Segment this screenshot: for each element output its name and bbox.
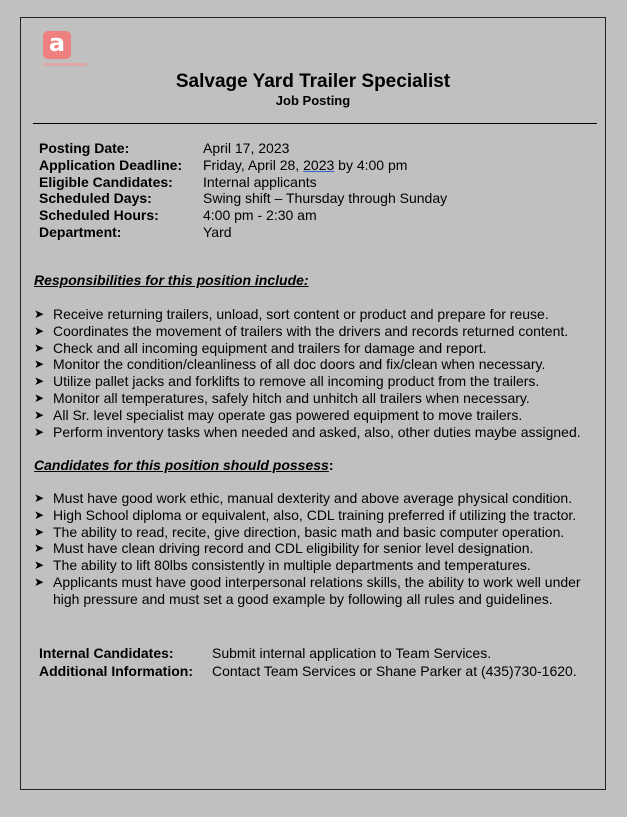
arrow-bullet-icon: ➤: [34, 340, 45, 355]
detail-row: [39, 207, 447, 224]
list-item-text: Monitor the condition/cleanliness of all doc doors and fix/clean when necessary.: [53, 356, 546, 373]
detail-label: Posting Date:: [39, 140, 130, 156]
qualifications-list: [33, 490, 603, 608]
list-item: [33, 540, 603, 557]
arrow-bullet-icon: ➤: [34, 424, 45, 439]
list-item-text: The ability to read, recite, give direction, basic math and basic computer operation.: [53, 523, 565, 540]
list-item-text: Receive returning trailers, unload, sort content or product and prepare for reuse.: [53, 306, 549, 322]
arrow-bullet-icon: ➤: [34, 307, 45, 321]
arrow-bullet-icon: ➤: [34, 390, 45, 405]
responsibilities-heading-text: Responsibilities for this position include:: [34, 272, 309, 288]
arrow-bullet-icon: ➤: [34, 357, 45, 372]
responsibilities-list: [33, 306, 603, 440]
list-item: [33, 557, 603, 574]
deadline-text: Friday, April 28,: [203, 156, 304, 173]
header-divider: [33, 123, 597, 124]
page-subtitle: Job Posting: [275, 93, 351, 108]
detail-label: Scheduled Days:: [39, 190, 152, 207]
detail-row: [39, 190, 447, 207]
arrow-bullet-icon: ➤: [34, 374, 45, 389]
list-item: [33, 373, 603, 390]
list-item-text: Perform inventory tasks when needed and asked, also, other duties maybe assigned.: [53, 423, 581, 440]
arrow-bullet-icon: ➤: [34, 541, 45, 556]
list-item-text: Check and all incoming equipment and trailers for damage and report.: [53, 339, 487, 356]
list-item-text: The ability to lift 80lbs consistently in multiple departments and temperatures.: [53, 557, 531, 574]
detail-label: Department:: [39, 223, 122, 240]
deadline-year: 2023: [303, 156, 335, 173]
logo-letter: a: [48, 29, 66, 57]
detail-row: [39, 157, 447, 174]
list-item: [33, 356, 603, 373]
list-item: [33, 407, 603, 424]
detail-label: Scheduled Hours:: [39, 207, 159, 224]
detail-row: [39, 174, 447, 191]
list-item: [33, 507, 603, 524]
logo-icon: [43, 31, 71, 59]
list-item-text: Utilize pallet jacks and forklifts to remove all incoming product from the trailers.: [53, 373, 540, 390]
detail-value: April 17, 2023: [203, 140, 290, 156]
logo-tagline-mark: [43, 63, 87, 66]
list-item-text: Applicants must have good interpersonal relations skills, the ability to work well under high pressure and must set a good example by following all rules and guidelines.: [53, 573, 581, 607]
detail-value: 4:00 pm - 2:30 am: [203, 207, 317, 224]
detail-row: [39, 140, 447, 157]
arrow-bullet-icon: ➤: [34, 558, 45, 573]
detail-label: Application Deadline:: [39, 156, 183, 173]
list-item: [33, 524, 603, 541]
list-item: [33, 340, 603, 357]
qualifications-heading-text: Candidates for this position should possess: [34, 457, 329, 473]
footer-row: [39, 644, 577, 662]
footer-label: Internal Candidates:: [39, 645, 174, 661]
page-title: Salvage Yard Trailer Specialist: [175, 71, 451, 92]
footer-value: Contact Team Services or Shane Parker at (435)730-1620.: [212, 663, 577, 679]
list-item-text: Must have good work ethic, manual dexterity and above average physical condition.: [53, 490, 573, 506]
arrow-bullet-icon: ➤: [34, 491, 45, 505]
list-item-text: Coordinates the movement of trailers with the drivers and records returned content.: [53, 322, 569, 339]
contact-details: [39, 644, 577, 680]
detail-value-deadline: [203, 157, 447, 174]
detail-label: Eligible Candidates:: [39, 173, 173, 190]
deadline-time: by 4:00 pm: [334, 156, 408, 173]
list-item: [33, 574, 603, 608]
arrow-bullet-icon: ➤: [34, 524, 45, 539]
arrow-bullet-icon: ➤: [34, 574, 45, 589]
responsibilities-heading: [34, 272, 309, 289]
job-posting-page: [20, 17, 606, 790]
footer-row: [39, 662, 577, 680]
detail-value: Swing shift – Thursday through Sunday: [203, 190, 448, 207]
list-item: [33, 390, 603, 407]
posting-details: [39, 140, 447, 241]
list-item: [33, 306, 603, 323]
arrow-bullet-icon: ➤: [34, 407, 45, 422]
list-item-text: High School diploma or equivalent, also, CDL training preferred if utilizing the tractor.: [53, 506, 577, 523]
arrow-bullet-icon: ➤: [34, 323, 45, 338]
qualifications-heading: [34, 457, 334, 474]
footer-label: Additional Information:: [39, 663, 193, 679]
detail-row: [39, 224, 447, 241]
list-item-text: All Sr. level specialist may operate gas powered equipment to move trailers.: [53, 406, 523, 423]
detail-value: Yard: [203, 223, 232, 240]
list-item: [33, 424, 603, 441]
company-logo: [43, 31, 83, 71]
arrow-bullet-icon: ➤: [34, 507, 45, 522]
list-item: [33, 323, 603, 340]
list-item-text: Monitor all temperatures, safely hitch and unhitch all trailers when necessary.: [53, 389, 530, 406]
detail-value: Internal applicants: [203, 173, 317, 190]
footer-value: Submit internal application to Team Services.: [212, 645, 492, 661]
list-item: [33, 490, 603, 507]
list-item-text: Must have clean driving record and CDL eligibility for senior level designation.: [53, 540, 534, 557]
qualifications-heading-colon: :: [328, 457, 334, 473]
